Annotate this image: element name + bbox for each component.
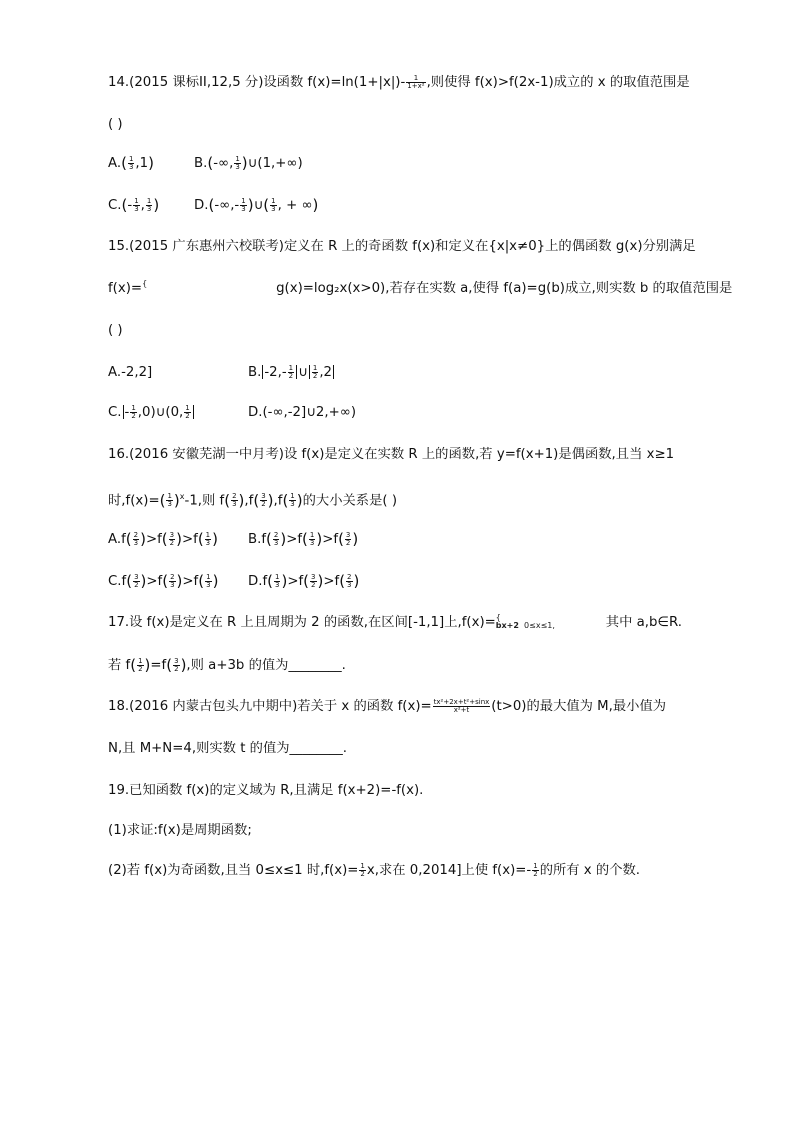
q14-fraction: $\frac{1}{\text{1+x²}}$ — [407, 73, 425, 90]
q15-stem-line2: f(x)={ g(x)=log₂x(x>0),若存在实数 a,使得 f(a)=g(b)成立,则实数 b 的取值范围是 — [108, 279, 733, 296]
q16-stem-line1: 16.(2016 安徽芜湖一中月考)设 f(x)是定义在实数 R 上的函数,若 y=f(x+1)是偶函数,且当 x≥1 — [108, 447, 675, 462]
q14-text-a: 14.(2015 课标II,12,5 分)设函数 f(x)=ln(1+|x|)- — [108, 75, 406, 90]
q16-option-b: B.f( $\frac{2}{3}$ )>f( $\frac{1}{3}$ )>f( $\frac{3}{2}$ ) — [248, 530, 359, 548]
q15-option-c: C. - $\frac{1}{2}$ ,0)∪(0, $\frac{1}{2}$ — [108, 404, 195, 422]
q18-stem-line2: N,且 M+N=4,则实数 t 的值为________. — [108, 741, 347, 756]
q15-piecewise-function: { — [142, 279, 148, 288]
q16-stem-line2: 时,f(x)=( $\frac{1}{3}$ )$^x$-1,则 f( $\frac{2}{3}$ ),f( $\frac{3}{2}$ ),f( $\frac{1}{3}$ )的大小关系是( ) — [108, 491, 398, 510]
q15-option-b: B. -2,- $\frac{1}{2}$ ∪ $\frac{1}{2}$ ,2 — [248, 363, 333, 380]
q15-answer-paren: ( ) — [108, 323, 123, 338]
q14-option-d: D.(-∞,- $\frac{1}{3}$ )∪( $\frac{1}{3}$ , + ∞) — [194, 196, 319, 214]
q15-stem-line1: 15.(2015 广东惠州六校联考)定义在 R 上的奇函数 f(x)和定义在{x|x≠0}上的偶函数 g(x)分别满足 — [108, 239, 696, 254]
q14-option-b: B.(-∞, $\frac{1}{3}$ )∪(1,+∞) — [194, 154, 303, 172]
q19-part1: (1)求证:f(x)是周期函数; — [108, 823, 252, 838]
q14-text-b: ,则使得 f(x)>f(2x-1)成立的 x 的取值范围是 — [426, 75, 690, 90]
q19-part2: (2)若 f(x)为奇函数,且当 0≤x≤1 时,f(x)= $\frac{1}{2}$ x,求在 0,2014]上使 f(x)=- $\frac{1}{2}$ 的所有 x 的个数. — [108, 861, 641, 878]
q15-option-a: A.-2,2] — [108, 365, 153, 380]
q19-stem-line1: 19.已知函数 f(x)的定义域为 R,且满足 f(x+2)=-f(x). — [108, 783, 424, 798]
q17-stem-line1: 17.设 f(x)是定义在 R 上且周期为 2 的函数,在区间[-1,1]上,f(x)={ bx+2 0≤x≤1, 其中 a,b∈R. — [108, 613, 683, 630]
q18-fraction: $\frac{\text{tx²+2x+t²+sinx}}{\text{x²+t}}$ — [433, 697, 490, 714]
q16-option-d: D.f( $\frac{1}{3}$ )>f( $\frac{3}{2}$ )>f( $\frac{2}{3}$ ) — [248, 572, 360, 590]
q18-stem-line1: 18.(2016 内蒙古包头九中期中)若关于 x 的函数 f(x)= $\frac{\text{tx²+2x+t²+sinx}}{\text{x²+t}}$ (t>0)的最大值为 M,最小值为 — [108, 697, 667, 714]
q15-option-d: D.(-∞,-2]∪2,+∞) — [248, 405, 357, 420]
q14-stem-line1 — [108, 74, 690, 92]
q16-option-a: A.f( $\frac{2}{3}$ )>f( $\frac{3}{2}$ )>f( $\frac{1}{3}$ ) — [108, 530, 218, 548]
q14-answer-paren: ( ) — [108, 117, 123, 132]
q14-option-c: C.(- $\frac{1}{3}$ , $\frac{1}{3}$ ) — [108, 196, 160, 214]
q14-option-a: A.( $\frac{1}{3}$ ,1) — [108, 154, 154, 172]
q17-piecewise-function: { bx+2 0≤x≤1, — [495, 613, 555, 630]
q16-option-c: C.f( $\frac{3}{2}$ )>f( $\frac{2}{3}$ )>f( $\frac{1}{3}$ ) — [108, 572, 219, 590]
q17-stem-line2: 若 f( $\frac{1}{2}$ )=f( $\frac{3}{2}$ ),则 a+3b 的值为________. — [108, 656, 346, 674]
